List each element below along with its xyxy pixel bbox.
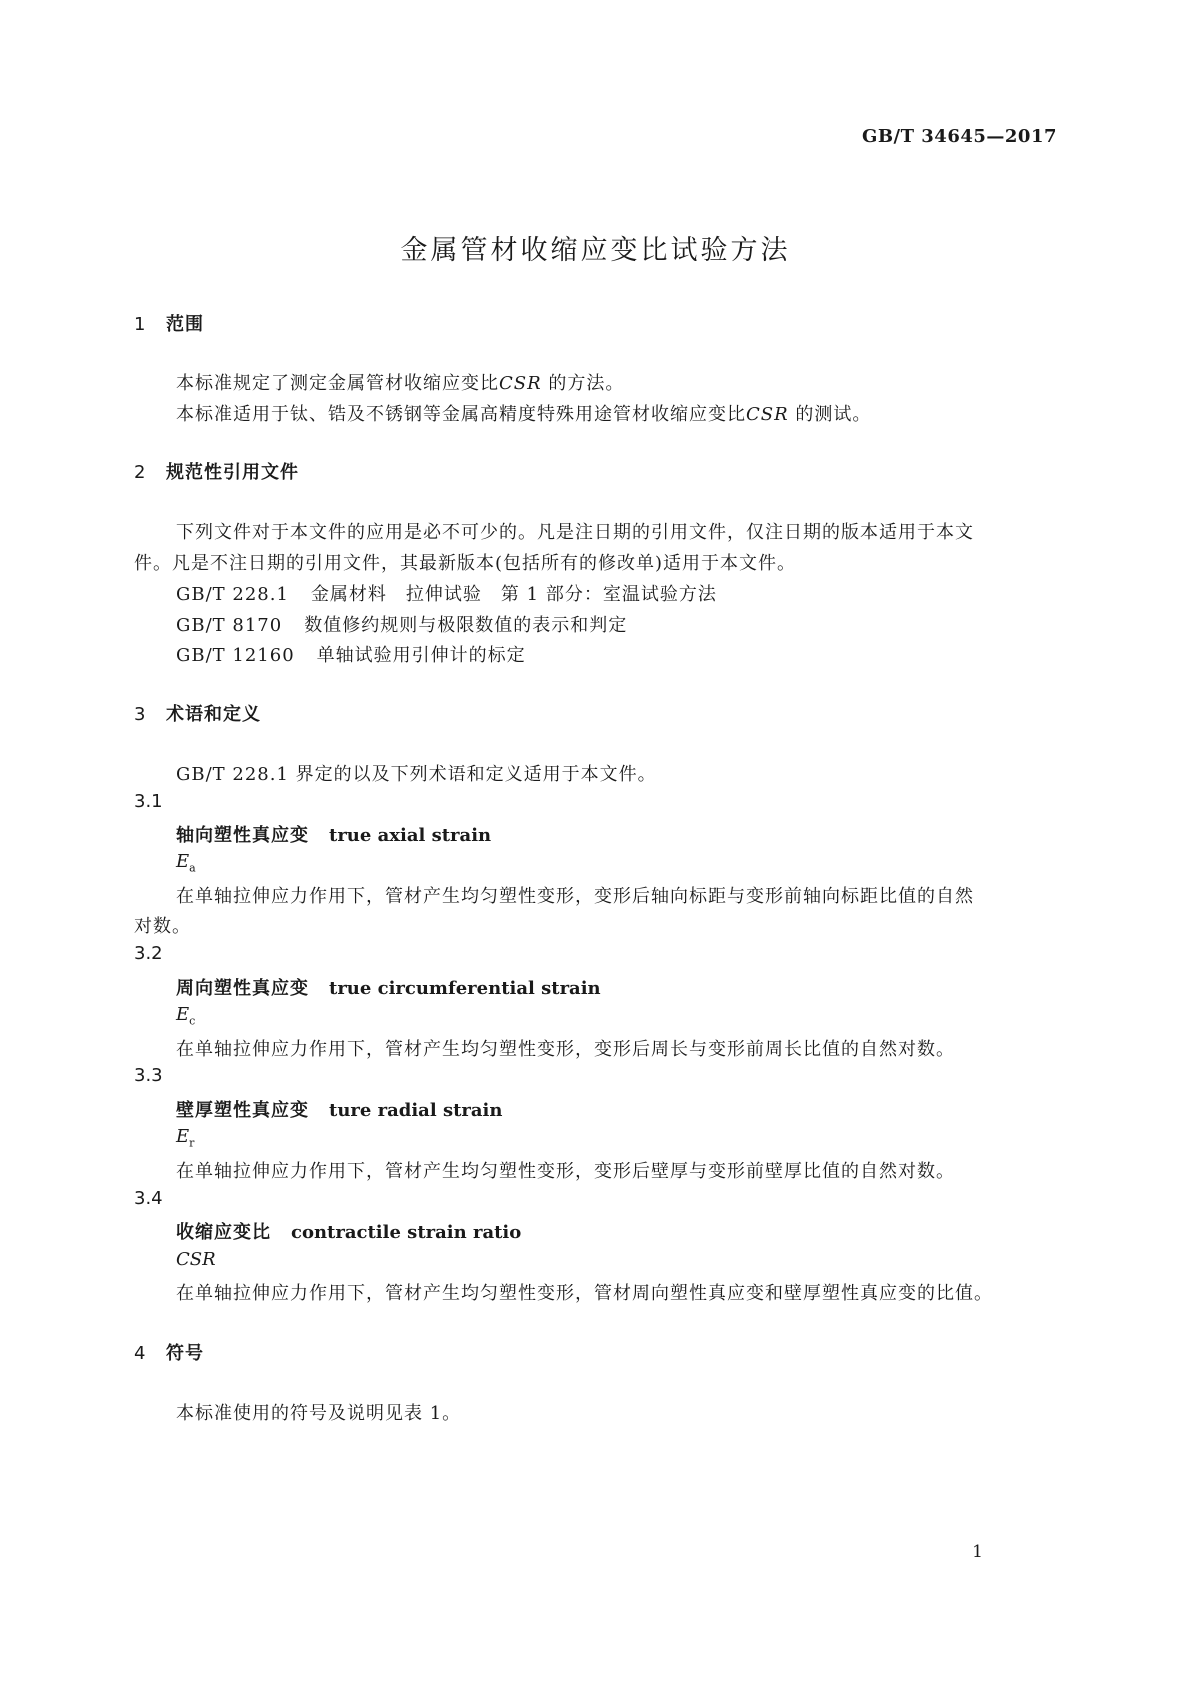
reference-item [176, 580, 717, 606]
term-number: 3.2 [134, 943, 163, 964]
scope-paragraph-1 [176, 369, 624, 395]
term-number: 3.1 [134, 791, 163, 812]
text: 本标准适用于钛、锆及不锈钢等金属高精度特殊用途管材收缩应变比 [176, 404, 746, 425]
section-title: 符号 [166, 1343, 204, 1364]
symbol-subscript: r [189, 1136, 195, 1150]
section-title: 术语和定义 [166, 704, 261, 725]
reference-code: GB/T 12160 [176, 645, 295, 666]
term-symbol [176, 1004, 195, 1028]
term-heading [176, 1096, 502, 1122]
term-number: 3.3 [134, 1065, 163, 1086]
text: 的方法。 [541, 373, 625, 394]
reference-title: 单轴试验用引伸计的标定 [316, 645, 526, 666]
symbol-letter: E [176, 851, 190, 872]
csr-symbol: CSR [746, 404, 789, 425]
term-zh: 壁厚塑性真应变 [176, 1100, 309, 1121]
reference-title: 金属材料 拉伸试验 第 1 部分：室温试验方法 [310, 584, 717, 605]
symbol-letter: E [176, 1126, 190, 1147]
section-3-heading [134, 700, 261, 726]
section-1-heading [134, 310, 204, 336]
term-zh: 收缩应变比 [176, 1222, 271, 1243]
section-2-heading [134, 458, 299, 484]
reference-code: GB/T 8170 [176, 615, 283, 636]
term-heading [176, 821, 491, 847]
terms-intro: GB/T 228.1 界定的以及下列术语和定义适用于本文件。 [176, 764, 657, 785]
symbol-letter: E [176, 1004, 190, 1025]
term-symbol: CSR [176, 1249, 216, 1270]
reference-code: GB/T 228.1 [176, 584, 289, 605]
page-number: 1 [972, 1542, 983, 1562]
csr-symbol: CSR [499, 373, 542, 394]
term-heading [176, 974, 601, 1000]
section-number: 4 [134, 1343, 147, 1364]
term-en: ture radial strain [329, 1100, 503, 1121]
term-zh: 周向塑性真应变 [176, 978, 309, 999]
reference-title: 数值修约规则与极限数值的表示和判定 [304, 615, 628, 636]
document-title: 金属管材收缩应变比试验方法 [400, 235, 791, 266]
normative-intro-line-2: 件。凡是不注日期的引用文件，其最新版本(包括所有的修改单)适用于本文件。 [134, 553, 797, 574]
term-en: contractile strain ratio [291, 1222, 522, 1243]
term-en: true axial strain [329, 825, 492, 846]
normative-intro-line-1: 下列文件对于本文件的应用是必不可少的。凡是注日期的引用文件，仅注日期的版本适用于本文 [176, 522, 974, 543]
term-definition: 在单轴拉伸应力作用下，管材产生均匀塑性变形，变形后周长与变形前周长比值的自然对数。 [176, 1039, 955, 1060]
text: 本标准规定了测定金属管材收缩应变比 [176, 373, 499, 394]
term-heading [176, 1218, 521, 1244]
term-number: 3.4 [134, 1188, 163, 1209]
text: 的测试。 [788, 404, 872, 425]
section-4-heading [134, 1339, 204, 1365]
reference-item [176, 641, 526, 667]
section-number: 3 [134, 704, 147, 725]
reference-item [176, 611, 627, 637]
symbol-subscript: a [189, 861, 196, 875]
scope-paragraph-2 [176, 400, 871, 426]
term-symbol [176, 851, 196, 875]
term-zh: 轴向塑性真应变 [176, 825, 309, 846]
term-definition: 在单轴拉伸应力作用下，管材产生均匀塑性变形，变形后壁厚与变形前壁厚比值的自然对数。 [176, 1161, 955, 1182]
section-title: 范围 [166, 314, 204, 335]
term-en: true circumferential strain [329, 978, 601, 999]
term-definition: 在单轴拉伸应力作用下，管材产生均匀塑性变形，变形后轴向标距与变形前轴向标距比值的自然 [176, 886, 974, 907]
standard-number: GB/T 34645—2017 [861, 126, 1057, 147]
symbol-subscript: c [189, 1014, 196, 1028]
section-number: 2 [134, 462, 147, 483]
term-definition: 在单轴拉伸应力作用下，管材产生均匀塑性变形，管材周向塑性真应变和壁厚塑性真应变的比值。 [176, 1283, 993, 1304]
term-symbol [176, 1126, 194, 1150]
symbols-paragraph: 本标准使用的符号及说明见表 1。 [176, 1403, 462, 1424]
section-number: 1 [134, 314, 147, 335]
section-title: 规范性引用文件 [166, 462, 299, 483]
term-definition-continued: 对数。 [134, 916, 191, 937]
